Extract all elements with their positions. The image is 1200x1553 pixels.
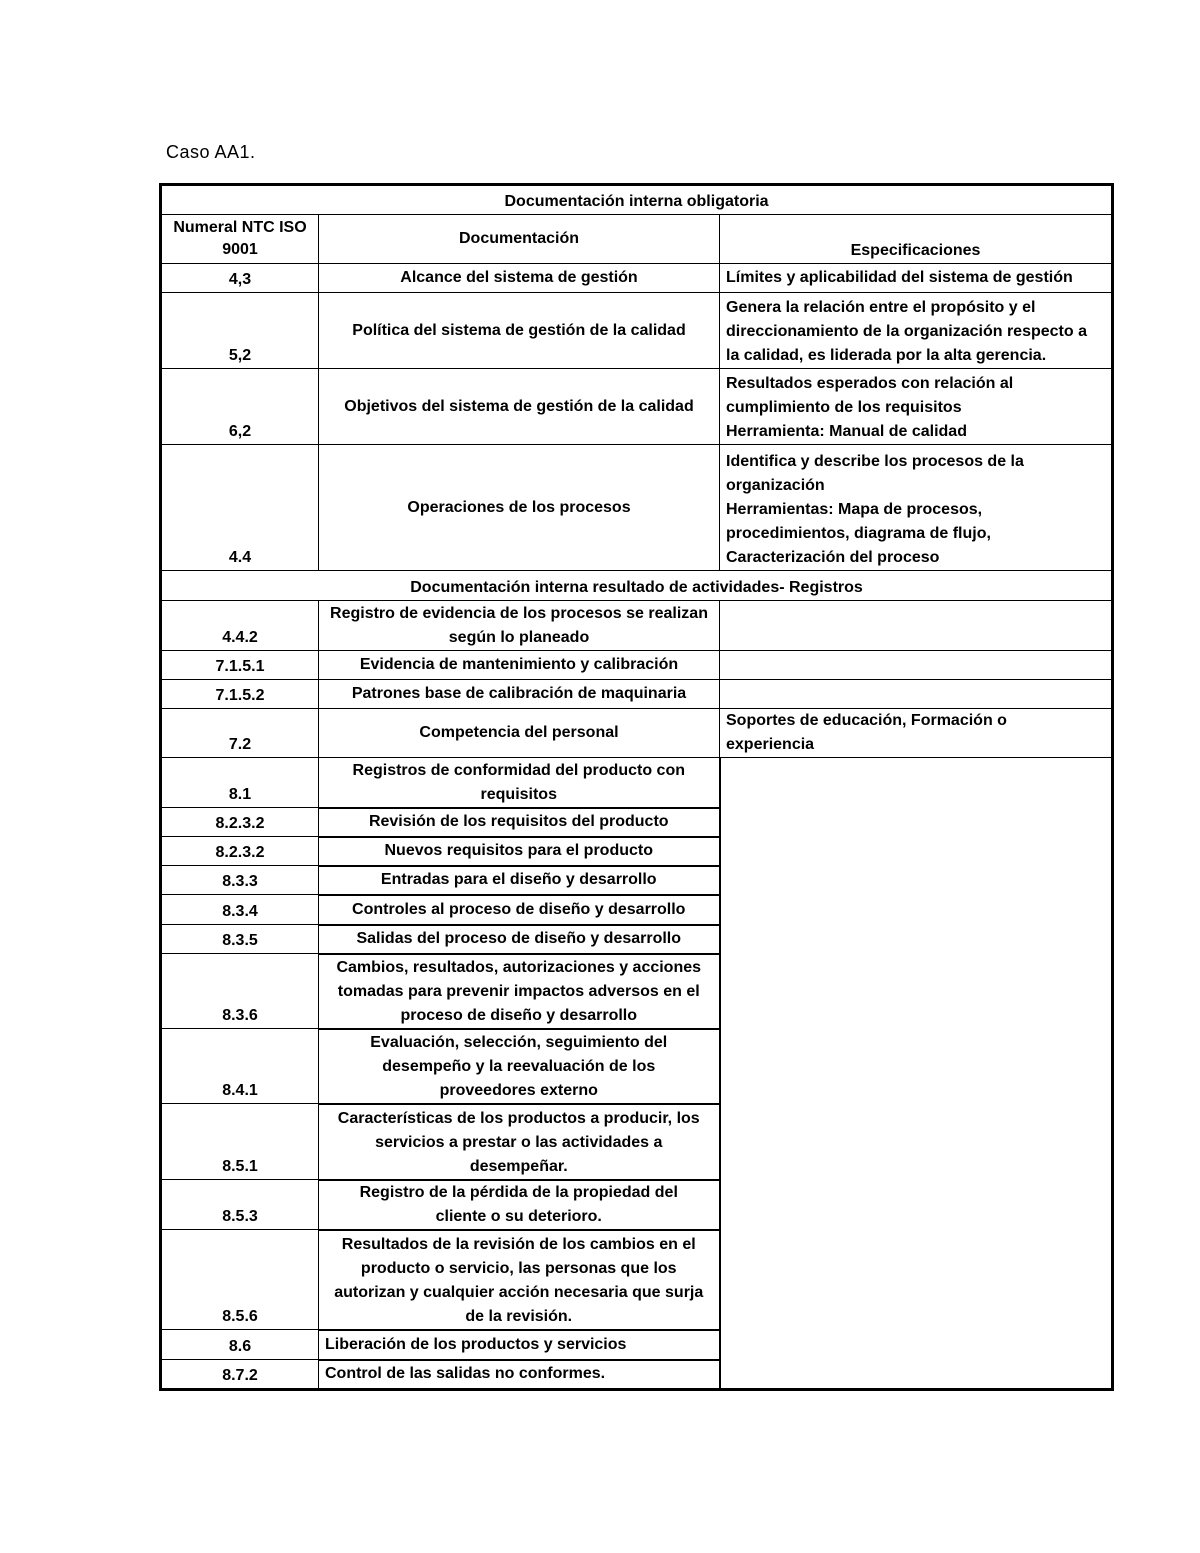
col-header-documentacion: Documentación [319,215,720,264]
row-numeral: 8.4.1 [161,1029,319,1104]
row-documentation: Características de los productos a producir, los servicios a prestar o las actividades a desempeñar. [319,1104,720,1180]
row-specification [720,651,1113,680]
row-specification: Genera la relación entre el propósito y el direccionamiento de la organización respecto a la calidad, es liderada por la alta gerencia. [720,293,1113,369]
row-documentation: Alcance del sistema de gestión [319,264,720,293]
row-documentation: Controles al proceso de diseño y desarrollo [319,895,720,925]
row-documentation: Registro de evidencia de los procesos se realizan según lo planeado [319,601,720,651]
row-numeral: 4.4.2 [161,601,319,651]
table-row [161,601,1113,651]
table-row [161,758,1113,808]
row-documentation: Revisión de los requisitos del producto [319,808,720,837]
section1-header: Documentación interna obligatoria [161,185,1113,215]
document-title: Caso AA1. [166,142,256,162]
row-numeral: 8.3.4 [161,895,319,925]
row-numeral: 8.2.3.2 [161,808,319,837]
row-documentation: Registro de la pérdida de la propiedad del cliente o su deterioro. [319,1180,720,1230]
row-specification: Resultados esperados con relación al cumplimiento de los requisitos Herramienta: Manual de calidad [720,369,1113,445]
row-numeral: 8.5.3 [161,1180,319,1230]
row-documentation: Objetivos del sistema de gestión de la calidad [319,369,720,445]
table-row [161,709,1113,758]
row-numeral: 8.7.2 [161,1360,319,1390]
documentation-table-wrapper [159,183,1111,1391]
documentation-table [159,183,1114,1391]
row-documentation: Evidencia de mantenimiento y calibración [319,651,720,680]
row-documentation: Resultados de la revisión de los cambios en el producto o servicio, las personas que los autorizan y cualquier acción necesaria que surja de la revisión. [319,1230,720,1330]
row-numeral: 8.1 [161,758,319,808]
row-numeral: 4.4 [161,445,319,571]
table-row [161,445,1113,571]
merged-specification-cell [720,758,1113,1390]
row-documentation: Política del sistema de gestión de la calidad [319,293,720,369]
row-documentation: Entradas para el diseño y desarrollo [319,866,720,895]
table-row [161,264,1113,293]
col-header-numeral: Numeral NTC ISO 9001 [161,215,319,264]
row-documentation: Salidas del proceso de diseño y desarrollo [319,925,720,954]
table-row [161,651,1113,680]
table-row [161,680,1113,709]
row-numeral: 8.5.6 [161,1230,319,1330]
row-specification [720,680,1113,709]
row-numeral: 4,3 [161,264,319,293]
col-header-especificaciones: Especificaciones [720,215,1113,264]
row-numeral: 7.1.5.1 [161,651,319,680]
row-specification: Identifica y describe los procesos de la organización Herramientas: Mapa de procesos, procedimientos, diagrama de flujo, Caracterización del proceso [720,445,1113,571]
row-numeral: 7.1.5.2 [161,680,319,709]
row-documentation: Registros de conformidad del producto con requisitos [319,758,720,808]
row-numeral: 8.3.6 [161,954,319,1029]
row-numeral: 8.3.3 [161,866,319,895]
row-numeral: 8.5.1 [161,1104,319,1180]
table-row [161,293,1113,369]
row-numeral: 7.2 [161,709,319,758]
row-documentation: Evaluación, selección, seguimiento del desempeño y la reevaluación de los proveedores externo [319,1029,720,1104]
row-numeral: 8.3.5 [161,925,319,954]
row-documentation: Patrones base de calibración de maquinaria [319,680,720,709]
row-documentation: Control de las salidas no conformes. [319,1360,720,1390]
row-documentation: Operaciones de los procesos [319,445,720,571]
row-numeral: 5,2 [161,293,319,369]
table-row [161,369,1113,445]
row-specification: Soportes de educación, Formación o experiencia [720,709,1113,758]
row-numeral: 8.6 [161,1330,319,1360]
row-specification [720,601,1113,651]
row-documentation: Nuevos requisitos para el producto [319,837,720,866]
row-documentation: Cambios, resultados, autorizaciones y acciones tomadas para prevenir impactos adversos en el proceso de diseño y desarrollo [319,954,720,1029]
row-documentation: Liberación de los productos y servicios [319,1330,720,1360]
row-numeral: 6,2 [161,369,319,445]
section-header-row [161,571,1113,601]
row-documentation: Competencia del personal [319,709,720,758]
row-specification: Límites y aplicabilidad del sistema de gestión [720,264,1113,293]
section-header-row [161,185,1113,215]
row-numeral: 8.2.3.2 [161,837,319,866]
section2-header: Documentación interna resultado de actividades- Registros [161,571,1113,601]
column-header-row [161,215,1113,264]
